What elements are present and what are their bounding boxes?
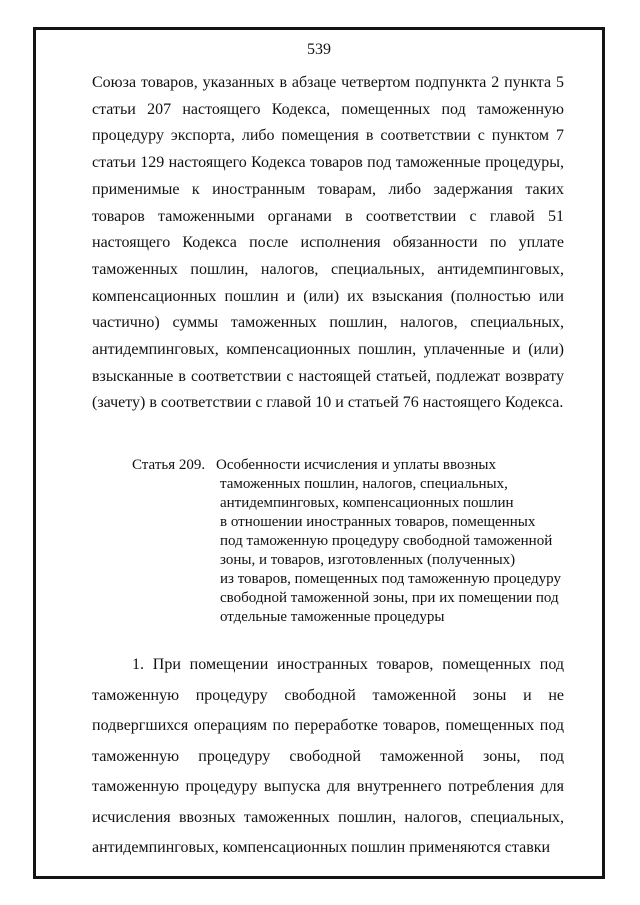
article-title-line: антидемпинговых, компенсационных пошлин <box>220 495 514 511</box>
paragraph-1: 1. При помещении иностранных товаров, помещенных под таможенную процедуру свободной таможенной зоны и не подвергшихся операциям по переработке товаров, помещенных под таможенную процедуру свободной таможенной зоны, под таможенную процедуру выпуска для внутреннего потребления для исчисления ввозных таможенных пошлин, налогов, специальных, антидемпинговых, компенсационных пошлин применяются ставки <box>92 656 564 856</box>
article-title-line: из товаров, помещенных под таможенную процедуру <box>220 571 561 587</box>
article-title-line: Особенности исчисления и уплаты ввозных <box>216 457 496 473</box>
article-title-line: отдельные таможенные процедуры <box>220 609 445 625</box>
continuation-paragraph: Союза товаров, указанных в абзаце четвертом подпункта 2 пункта 5 статьи 207 настоящего Кодекса, помещенных под таможенную процедуру экспорта, либо помещения в соответствии с пунктом 7 статьи 129 настоящего Кодекса товаров под таможенные процедуры, применимые к иностранным товарам, либо задержания таких товаров таможенными органами в соответствии с главой 51 настоящего Кодекса после исполнения обязанности по уплате таможенных пошлин, налогов, специальных, антидемпинговых, компенсационных пошлин и (или) их взыскания (полностью или частично) суммы таможенных пошлин, налогов, специальных, антидемпинговых, компенсационных пошлин, уплаченные и (или) взысканные в соответствии с настоящей статьей, подлежат возврату (зачету) в соответствии с главой 10 и статьей 76 настоящего Кодекса. <box>92 74 564 412</box>
article-title <box>216 456 620 627</box>
article-label: Статья 209. <box>132 457 206 473</box>
article-title-line: под таможенную процедуру свободной таможенной <box>220 533 553 549</box>
article-title-line: таможенных пошлин, налогов, специальных, <box>220 476 508 492</box>
article-title-line: в отношении иностранных товаров, помещенных <box>220 514 536 530</box>
page-frame <box>33 27 605 879</box>
article-title-line: зоны, и товаров, изготовленных (полученных) <box>220 552 516 568</box>
page-number: 539 <box>307 41 331 58</box>
article-title-line: свободной таможенной зоны, при их помещении под <box>220 590 559 606</box>
